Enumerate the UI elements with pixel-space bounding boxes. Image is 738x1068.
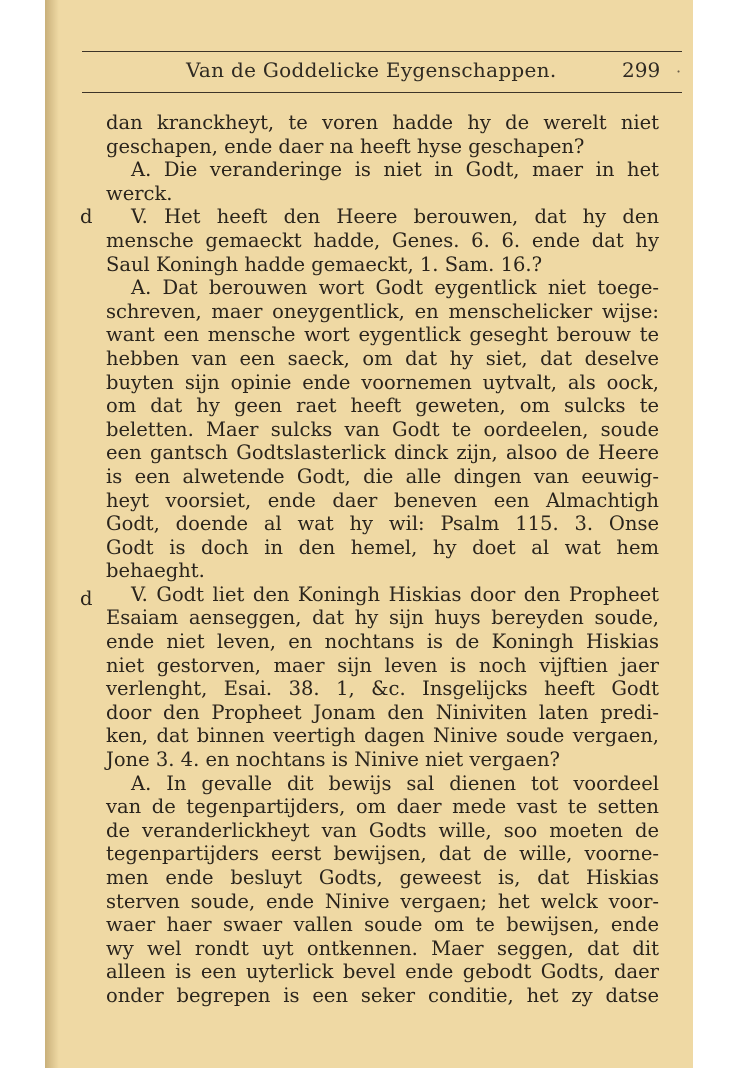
text-line: Godt, doende al wat hy wil: Psalm 115. 3. Onse xyxy=(106,512,659,536)
text-line: V. Godt liet den Koningh Hiskias door den Propheet xyxy=(131,582,659,606)
body-text xyxy=(106,111,659,1008)
text-line: werck. xyxy=(106,181,173,205)
text-line: om dat hy geen raet heeft geweten, om sulcks te xyxy=(106,394,659,418)
text-line: A. In gevalle dit bewijs sal dienen tot voordeel xyxy=(131,771,659,795)
text-line: tegenpartijders eerst bewijsen, dat de wille, voorne- xyxy=(106,842,659,866)
text-line: schreven, maer oneygentlick, en menschelicker wijse: xyxy=(106,299,659,323)
gutter-shadow xyxy=(45,0,59,1068)
text-line: van de tegenpartijders, om daer mede vast te setten xyxy=(106,795,659,819)
text-line: geschapen, ende daer na heeft hyse geschapen? xyxy=(106,134,585,158)
page-number: 299 xyxy=(622,58,661,82)
text-line: ende niet leven, en nochtans is de Koningh Hiskias xyxy=(106,630,659,654)
text-line: V. Het heeft den Heere berouwen, dat hy den xyxy=(131,205,659,229)
text-line: heyt voorsiet, ende daer beneven een Almachtigh xyxy=(106,488,659,512)
text-line: dan kranckheyt, te voren hadde hy de werelt niet xyxy=(106,111,659,134)
text-line: behaeght. xyxy=(106,559,205,583)
text-line: niet gestorven, maer sijn leven is noch vijftien jaer xyxy=(106,653,659,677)
text-line: sterven soude, ende Ninive vergaen; het welck voor- xyxy=(106,889,659,913)
text-line: de veranderlickheyt van Godts wille, soo moeten de xyxy=(106,818,659,842)
text-line: mensche gemaeckt hadde, Genes. 6. 6. ende dat hy xyxy=(106,228,659,252)
text-line: wy wel rondt uyt ontkennen. Maer seggen, dat dit xyxy=(106,936,659,960)
text-line: een gantsch Godtslasterlick dinck zijn, alsoo de Heere xyxy=(106,441,659,465)
text-line: Saul Koningh hadde gemaeckt, 1. Sam. 16.? xyxy=(106,252,543,276)
text-line: onder begrepen is een seker conditie, het zy datse xyxy=(106,983,659,1007)
marginal-note: d xyxy=(80,205,93,228)
text-line: alleen is een uyterlick bevel ende gebodt Godts, daer xyxy=(106,960,659,984)
text-line: is een alwetende Godt, die alle dingen van eeuwig- xyxy=(106,464,659,488)
text-line: Godt is doch in den hemel, hy doet al wat hem xyxy=(106,535,659,559)
text-line: want een mensche wort eygentlick geseght berouw te xyxy=(106,323,659,347)
text-line: beletten. Maer sulcks van Godt te oordeelen, soude xyxy=(106,417,659,441)
text-line: men ende besluyt Godts, geweest is, dat Hiskias xyxy=(106,866,659,889)
text-line: Jone 3. 4. en nochtans is Ninive niet vergaen? xyxy=(106,748,560,772)
text-line: buyten sijn opinie ende voornemen uytvalt, als oock, xyxy=(106,370,659,394)
marginal-note: d xyxy=(80,587,93,610)
running-title: Van de Goddelicke Eygenschappen. xyxy=(186,58,557,82)
text-line: hebben van een saeck, om dat hy siet, dat deselve xyxy=(106,346,659,370)
text-line: A. Dat berouwen wort Godt eygentlick niet toege- xyxy=(131,276,659,300)
page-dot: · xyxy=(676,62,682,81)
text-line: A. Die veranderinge is niet in Godt, maer in het xyxy=(131,158,659,182)
text-line: verlenght, Esai. 38. 1, &c. Insgelijcks heeft Godt xyxy=(106,677,659,701)
text-line: ken, dat binnen veertigh dagen Ninive soude vergaen, xyxy=(106,724,659,748)
text-line: waer haer swaer vallen soude om te bewijsen, ende xyxy=(106,913,659,937)
text-line: Esaiam aenseggen, dat hy sijn huys bereyden soude, xyxy=(106,606,659,630)
header-rule-top xyxy=(82,51,682,52)
text-line: door den Propheet Jonam den Niniviten laten predi- xyxy=(106,700,659,724)
header-rule-bottom xyxy=(82,92,682,93)
